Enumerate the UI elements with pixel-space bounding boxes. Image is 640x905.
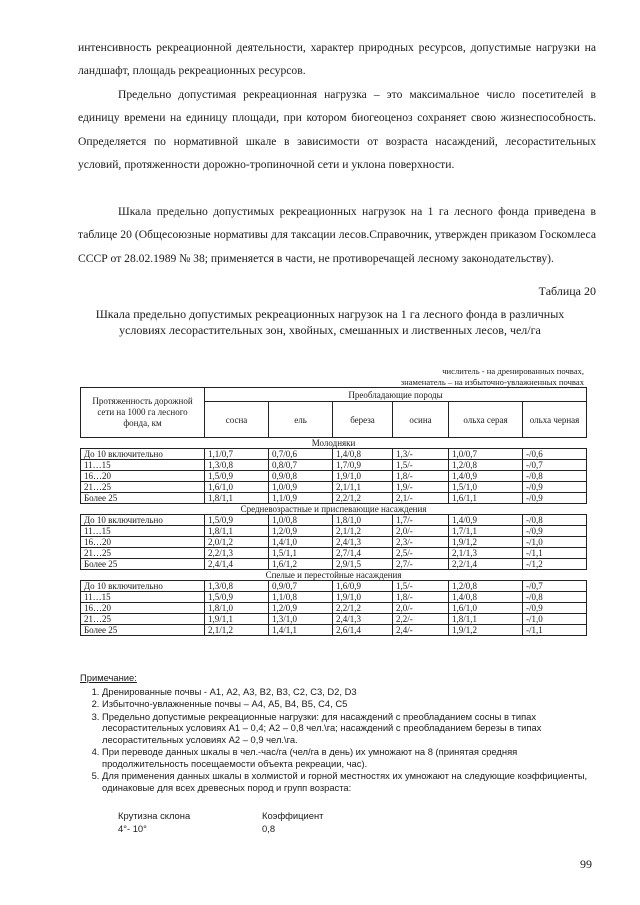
load-value-cell: 1,0/0,9 <box>269 482 333 493</box>
load-value-cell: -/0,9 <box>523 603 587 614</box>
header-species: ель <box>269 402 333 438</box>
load-value-cell: 1,7/- <box>393 515 449 526</box>
load-value-cell: -/1,2 <box>523 559 587 570</box>
load-value-cell: 1,1/0,7 <box>205 449 269 460</box>
load-value-cell: -/0,8 <box>523 471 587 482</box>
load-value-cell: 1,6/0,9 <box>333 581 393 592</box>
load-value-cell: 1,5/- <box>393 460 449 471</box>
notes-block <box>80 672 600 794</box>
load-value-cell: -/1,0 <box>523 537 587 548</box>
load-value-cell: -/0,7 <box>523 460 587 471</box>
load-value-cell: 2,1/1,3 <box>449 548 523 559</box>
header-species: ольха серая <box>449 402 523 438</box>
road-length-cell: До 10 включительно <box>81 581 205 592</box>
load-value-cell: 1,7/0,9 <box>333 460 393 471</box>
load-value-cell: 2,1/1,1 <box>333 482 393 493</box>
load-value-cell: -/1,1 <box>523 625 587 636</box>
load-value-cell: 1,8/1,1 <box>205 493 269 504</box>
load-value-cell: 1,5/1,1 <box>269 548 333 559</box>
load-value-cell: 1,2/0,9 <box>269 603 333 614</box>
load-value-cell: 1,8/- <box>393 471 449 482</box>
load-value-cell: 1,6/1,2 <box>269 559 333 570</box>
load-value-cell: 1,0/0,7 <box>449 449 523 460</box>
table-row <box>81 548 587 559</box>
load-value-cell: 1,8/- <box>393 592 449 603</box>
load-value-cell: 2,4/1,3 <box>333 537 393 548</box>
load-value-cell: 1,3/0,8 <box>205 460 269 471</box>
road-length-cell: Более 25 <box>81 625 205 636</box>
table-row <box>81 537 587 548</box>
slope-header: Крутизна склона <box>118 810 191 821</box>
load-value-cell: 2,2/1,2 <box>333 603 393 614</box>
coefficient-value: 0,8 <box>262 823 276 834</box>
load-value-cell: 2,4/- <box>393 625 449 636</box>
load-value-cell: 1,9/1,1 <box>205 614 269 625</box>
road-length-cell: До 10 включительно <box>81 449 205 460</box>
table-row <box>81 460 587 471</box>
load-value-cell: 2,7/1,4 <box>333 548 393 559</box>
load-value-cell: 0,9/0,7 <box>269 581 333 592</box>
load-value-cell: 1,8/1,1 <box>205 526 269 537</box>
load-value-cell: 1,4/0,9 <box>449 471 523 482</box>
road-length-cell: Более 25 <box>81 493 205 504</box>
recreation-load-table <box>80 387 587 636</box>
road-length-cell: 11…15 <box>81 526 205 537</box>
load-value-cell: 2,5/- <box>393 548 449 559</box>
section-header: Спелые и перестойные насаждения <box>81 570 587 581</box>
load-value-cell: 1,2/0,8 <box>449 460 523 471</box>
load-value-cell: 0,9/0,8 <box>269 471 333 482</box>
road-length-cell: 11…15 <box>81 460 205 471</box>
paragraph-intro: интенсивность рекреационной деятельности, характер природных ресурсов, допустимые нагрузки на ландшафт, площадь рекреационных ресурсов. <box>78 41 596 78</box>
notes-heading: Примечание: <box>80 672 137 683</box>
load-value-cell: 1,2/0,9 <box>269 526 333 537</box>
table-label: Таблица 20 <box>538 284 596 298</box>
table-row <box>81 482 587 493</box>
load-value-cell: 2,6/1,4 <box>333 625 393 636</box>
header-species-group: Преобладающие породы <box>205 388 587 402</box>
table-row <box>81 559 587 570</box>
load-value-cell: 1,6/1,1 <box>449 493 523 504</box>
load-value-cell: 1,1/0,8 <box>269 592 333 603</box>
note-item: 5. Для применения данных шкалы в холмистой и горной местностях их умножают на следующие коэффициенты, одинаковые для всех древесных пород и групп возраста: <box>102 770 600 793</box>
load-value-cell: 2,2/1,4 <box>449 559 523 570</box>
load-value-cell: -/0,6 <box>523 449 587 460</box>
coefficient-header: Коэффициент <box>262 810 324 821</box>
load-value-cell: 1,5/1,0 <box>449 482 523 493</box>
road-length-cell: До 10 включительно <box>81 515 205 526</box>
load-value-cell: 1,9/1,2 <box>449 625 523 636</box>
load-value-cell: -/0,7 <box>523 581 587 592</box>
load-value-cell: 1,1/0,9 <box>269 493 333 504</box>
road-length-cell: 21…25 <box>81 614 205 625</box>
road-length-cell: 11…15 <box>81 592 205 603</box>
load-value-cell: -/0,9 <box>523 526 587 537</box>
load-value-cell: 2,4/1,3 <box>333 614 393 625</box>
load-value-cell: 1,6/1,0 <box>205 482 269 493</box>
load-value-cell: 2,0/- <box>393 526 449 537</box>
slope-value: 4°- 10° <box>118 823 147 834</box>
road-length-cell: Более 25 <box>81 559 205 570</box>
load-value-cell: 1,4/1,1 <box>269 625 333 636</box>
load-value-cell: 1,6/1,0 <box>449 603 523 614</box>
table-row <box>81 515 587 526</box>
legend-numerator: числитель - на дренированных почвах, <box>442 366 584 376</box>
note-item: 4. При переводе данных шкалы в чел.-час/га (чел/га в день) их умножают на 8 (принятая средняя продолжительность посещаемости объекта рекреации, час). <box>102 746 600 769</box>
section-header: Молодняки <box>81 438 587 449</box>
load-value-cell: 2,0/- <box>393 603 449 614</box>
load-value-cell: 2,3/- <box>393 537 449 548</box>
note-item: 2. Избыточно-увлажненные почвы – А4, А5, В4, В5, С4, С5 <box>102 698 600 710</box>
load-value-cell: -/0,9 <box>523 482 587 493</box>
page-number: 99 <box>580 857 592 871</box>
road-length-cell: 16…20 <box>81 537 205 548</box>
load-value-cell: 1,9/1,0 <box>333 592 393 603</box>
road-length-cell: 16…20 <box>81 471 205 482</box>
load-value-cell: 1,8/1,0 <box>205 603 269 614</box>
note-item: 3. Предельно допустимые рекреационные нагрузки: для насаждений с преобладанием сосны в типах лесорастительных условиях А1 – 0,4; А2 – 0,8 чел.\га; насаждений с преобладанием березы в типах лесорастительных условиях А2 – 0,9 чел.\га. <box>102 711 600 746</box>
load-value-cell: 1,5/- <box>393 581 449 592</box>
load-value-cell: 1,8/1,0 <box>333 515 393 526</box>
load-value-cell: 1,7/1,1 <box>449 526 523 537</box>
load-value-cell: 1,9/1,0 <box>333 471 393 482</box>
load-value-cell: 2,1/1,2 <box>333 526 393 537</box>
legend-denominator: знаменатель – на избыточно-увлажненных почвах <box>400 377 584 387</box>
header-species: осина <box>393 402 449 438</box>
load-value-cell: 1,2/0,8 <box>449 581 523 592</box>
header-species: ольха черная <box>523 402 587 438</box>
load-value-cell: 1,4/0,9 <box>449 515 523 526</box>
load-value-cell: 0,7/0,6 <box>269 449 333 460</box>
header-species: сосна <box>205 402 269 438</box>
load-value-cell: -/0,8 <box>523 515 587 526</box>
load-value-cell: 2,1/- <box>393 493 449 504</box>
header-species: береза <box>333 402 393 438</box>
load-value-cell: 1,5/0,9 <box>205 515 269 526</box>
road-length-cell: 21…25 <box>81 548 205 559</box>
load-value-cell: 1,5/0,9 <box>205 592 269 603</box>
note-item: 1. Дренированные почвы - А1, А2, А3, В2, В3, С2, С3, D2, D3 <box>102 686 600 698</box>
table-row <box>81 493 587 504</box>
load-value-cell: 1,0/0,8 <box>269 515 333 526</box>
load-value-cell: 2,4/1,4 <box>205 559 269 570</box>
load-value-cell: -/1,1 <box>523 548 587 559</box>
load-value-cell: 2,2/- <box>393 614 449 625</box>
table-row <box>81 625 587 636</box>
notes-list <box>80 686 600 794</box>
table-row <box>81 471 587 482</box>
load-value-cell: 2,0/1,2 <box>205 537 269 548</box>
load-value-cell: 1,9/- <box>393 482 449 493</box>
load-value-cell: 2,7/- <box>393 559 449 570</box>
load-value-cell: 1,5/0,9 <box>205 471 269 482</box>
load-value-cell: 1,4/0,8 <box>333 449 393 460</box>
load-value-cell: 1,9/1,2 <box>449 537 523 548</box>
load-value-cell: -/0,8 <box>523 592 587 603</box>
paragraph-definition: Предельно допустимая рекреационная нагрузка – это максимальное число посетителей в единицу времени на единицу площади, при котором биогеоценоз сохраняет свою жизнеспособность. Определяется по нормативной шкале в зависимости от возраста насаждений, лесорастительных условий, протяженности дорожно-тропиночной сети и уклона поверхности. <box>78 88 596 171</box>
load-value-cell: 2,1/1,2 <box>205 625 269 636</box>
load-value-cell: 2,2/1,3 <box>205 548 269 559</box>
paragraph-table-reference: Шкала предельно допустимых рекреационных нагрузок на 1 га лесного фонда приведена в таблице 20 (Общесоюзные нормативы для таксации лесов.Справочник, утвержден приказом Госкомлеса СССР от 28.02.1989 № 38; применяется в части, не противоречащей лесному законодательству). <box>78 205 596 265</box>
load-value-cell: 1,8/1,1 <box>449 614 523 625</box>
load-value-cell: 1,3/0,8 <box>205 581 269 592</box>
load-value-cell: -/1,0 <box>523 614 587 625</box>
table-row <box>81 449 587 460</box>
load-value-cell: 2,2/1,2 <box>333 493 393 504</box>
load-value-cell: -/0,9 <box>523 493 587 504</box>
road-length-cell: 16…20 <box>81 603 205 614</box>
load-value-cell: 0,8/0,7 <box>269 460 333 471</box>
header-road-length: Протяженность дорожной сети на 1000 га лесного фонда, км <box>81 388 205 438</box>
table-row <box>81 526 587 537</box>
table-row <box>81 603 587 614</box>
table-title: Шкала предельно допустимых рекреационных нагрузок на 1 га лесного фонда в различных условиях лесорастительных зон, хвойных, смешанных и лиственных лесов, чел/га <box>95 307 565 337</box>
load-value-cell: 2,9/1,5 <box>333 559 393 570</box>
table-row <box>81 581 587 592</box>
load-value-cell: 1,4/0,8 <box>449 592 523 603</box>
load-value-cell: 1,3/1,0 <box>269 614 333 625</box>
road-length-cell: 21…25 <box>81 482 205 493</box>
section-header: Средневозрастные и приспевающие насаждения <box>81 504 587 515</box>
load-value-cell: 1,4/1,0 <box>269 537 333 548</box>
table-row <box>81 592 587 603</box>
load-value-cell: 1,3/- <box>393 449 449 460</box>
table-row <box>81 614 587 625</box>
